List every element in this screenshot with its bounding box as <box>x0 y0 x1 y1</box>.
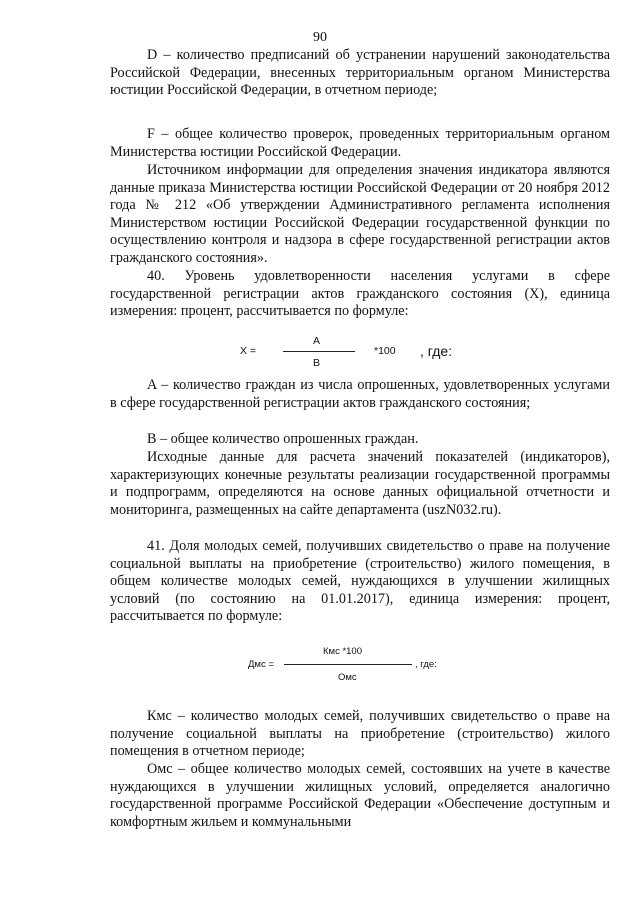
formula-dms-fraction-line <box>284 664 412 665</box>
paragraph-information-source: Источником информации для определения значения индикатора являются данные приказа Министерства юстиции Российской Федерации от 20 ноября 2012 года № 212 «Об утверждении Административного регламента исполнения Министерством юстиции Российской Федерации государственной функции по осуществлению контроля и надзора в сфере государственной регистрации актов гражданского состояния». <box>110 162 610 266</box>
paragraph-item-41: 41. Доля молодых семей, получивших свидетельство о праве на получение социальной выплаты на приобретение (строительство) жилого помещения, в общем количестве молодых семей, нуждающихся в улучшении жилищных условий (по состоянию на 01.01.2017), единица измерения: процент, рассчитывается по формуле: <box>110 538 610 625</box>
paragraph-source-data: Исходные данные для расчета значений показателей (индикаторов), характеризующих конечные результаты реализации государственной программы и подпрограмм, определяются на основе данных официальной отчетности и мониторинга, размещенных на сайте департамента (uszN032.ru). <box>110 449 610 518</box>
formula-dms-suffix: , где: <box>415 659 437 670</box>
formula-dms-lhs: Дмс = <box>248 659 274 670</box>
paragraph-b-definition: B – общее количество опрошенных граждан. <box>147 431 419 447</box>
formula-x-fraction-line <box>283 351 355 352</box>
paragraph-kms-definition: Кмс – количество молодых семей, получивших свидетельство о праве на получение социальной выплаты на приобретение (строительство) жилого помещения в отчетном периоде; <box>110 708 610 760</box>
formula-x-lhs: X = <box>240 345 257 357</box>
formula-x-numerator: A <box>313 335 321 347</box>
paragraph-a-definition: A – количество граждан из числа опрошенных, удовлетворенных услугами в сфере государственной регистрации актов гражданского состояния; <box>110 377 610 411</box>
paragraph-d-definition: D – количество предписаний об устранении нарушений законодательства Российской Федерации, внесенных территориальным органом Министерства юстиции Российской Федерации, в отчетном периоде; <box>110 47 610 99</box>
paragraph-item-40: 40. Уровень удовлетворенности населения услугами в сфере государственной регистрации актов гражданского состояния (X), единица измерения: процент, рассчитывается по формуле: <box>110 268 610 320</box>
formula-dms-denominator: Омс <box>338 672 357 683</box>
paragraph-f-definition: F – общее количество проверок, проведенных территориальным органом Министерства юстиции Российской Федерации. <box>110 126 610 160</box>
formula-x-multiplier: *100 <box>374 345 396 357</box>
page-number: 90 <box>313 30 327 45</box>
formula-x-denominator: B <box>313 357 321 369</box>
paragraph-oms-definition: Омс – общее количество молодых семей, состоявших на учете в качестве нуждающихся в улучшении жилищных условий, определяется аналогично государственной программе Российской Федерации «Обеспечение доступным и комфортным жильем и коммунальными <box>110 761 610 830</box>
formula-x-suffix: , где: <box>420 343 453 359</box>
formula-dms-numerator: Кмс *100 <box>323 646 363 657</box>
